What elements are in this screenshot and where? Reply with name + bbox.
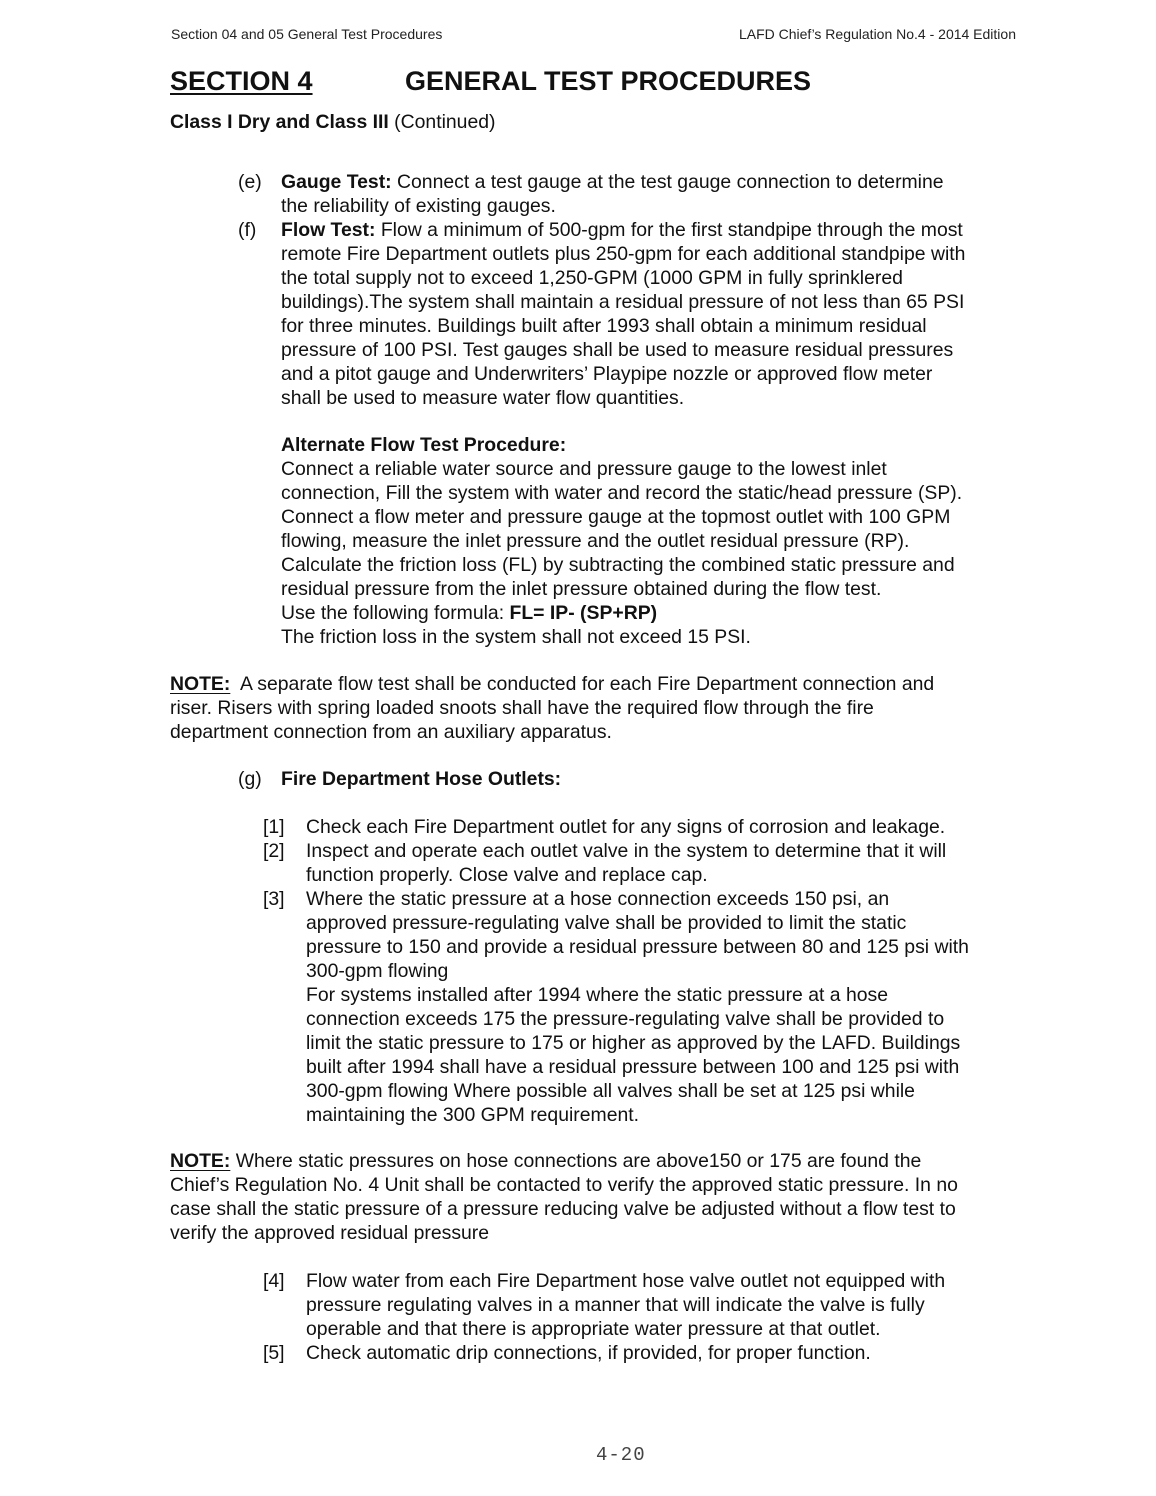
- text-line: [306, 1007, 944, 1031]
- list-marker: [2]: [263, 840, 285, 862]
- text-segment: Flow a minimum of 500-gpm for the first standpipe through the most: [375, 219, 963, 241]
- bold-text: Class I Dry and Class III: [170, 111, 389, 133]
- bold-text: Fire Department Hose Outlets:: [281, 768, 562, 790]
- text-segment: For systems installed after 1994 where the static pressure at a hose: [306, 984, 889, 1006]
- text-line: [306, 1269, 945, 1293]
- section-number: SECTION 4: [170, 66, 313, 96]
- text-line: [281, 529, 909, 553]
- page-number: 4-20: [596, 1444, 646, 1466]
- text-segment: residual pressure from the inlet pressure obtained during the flow test.: [281, 578, 882, 600]
- text-segment: verify the approved residual pressure: [170, 1222, 490, 1244]
- bold-text: Gauge Test:: [281, 171, 392, 193]
- text-segment: Connect a reliable water source and pressure gauge to the lowest inlet: [281, 458, 887, 480]
- text-line: [281, 457, 887, 481]
- text-segment: limit the static pressure to 175 or higher as approved by the LAFD. Buildings: [306, 1032, 961, 1054]
- text-segment: buildings).The system shall maintain a residual pressure of not less than 65 PSI: [281, 291, 965, 313]
- list-marker: [3]: [263, 888, 285, 910]
- text-segment: Check automatic drip connections, if provided, for proper function.: [306, 1342, 871, 1364]
- text-line: [281, 433, 566, 457]
- text-line: [281, 362, 932, 386]
- text-line: [281, 625, 751, 649]
- text-segment: 300-gpm flowing Where possible all valves shall be set at 125 psi while: [306, 1080, 915, 1102]
- list-marker: (e): [238, 171, 262, 193]
- text-line: [281, 601, 657, 625]
- text-segment: flowing, measure the inlet pressure and the outlet residual pressure (RP).: [281, 530, 910, 552]
- running-header-left: Section 04 and 05 General Test Procedures: [171, 26, 443, 42]
- text-line: [306, 839, 946, 863]
- text-segment: the total supply not to exceed 1,250-GPM (1000 GPM in fully sprinklered: [281, 267, 903, 289]
- text-segment: Calculate the friction loss (FL) by subtracting the combined static pressure and: [281, 554, 955, 576]
- list-marker: [1]: [263, 816, 285, 838]
- text-segment: built after 1994 shall have a residual pressure between 100 and 125 psi with: [306, 1056, 960, 1078]
- text-segment: and a pitot gauge and Underwriters’ Playpipe nozzle or approved flow meter: [281, 363, 933, 385]
- text-line: [281, 314, 927, 338]
- text-line: [306, 983, 888, 1007]
- running-header-right: LAFD Chief’s Regulation No.4 - 2014 Edition: [738, 26, 1016, 42]
- text-line: [306, 1055, 959, 1079]
- text-line: [170, 672, 934, 696]
- text-line: [281, 505, 950, 529]
- list-marker: [4]: [263, 1270, 285, 1292]
- text-segment: for three minutes. Buildings built after 1993 shall obtain a minimum residual: [281, 315, 927, 337]
- text-segment: connection exceeds 175 the pressure-regulating valve shall be provided to: [306, 1008, 945, 1030]
- text-line: [281, 338, 953, 362]
- text-segment: pressure regulating valves in a manner that will indicate the valve is fully: [306, 1294, 925, 1316]
- text-line: [306, 1079, 915, 1103]
- text-line: [306, 935, 969, 959]
- text-line: [281, 481, 962, 505]
- text-segment: Flow water from each Fire Department hose valve outlet not equipped with: [306, 1270, 946, 1292]
- text-line: [170, 720, 612, 744]
- text-line: [170, 1221, 489, 1245]
- text-segment: department connection from an auxiliary apparatus.: [170, 721, 612, 743]
- subsection-heading: [170, 110, 496, 134]
- text-segment: (Continued): [388, 111, 496, 133]
- text-line: [306, 1031, 960, 1055]
- bold-text: Alternate Flow Test Procedure:: [281, 434, 567, 456]
- text-segment: Inspect and operate each outlet valve in the system to determine that it will: [306, 840, 947, 862]
- text-segment: remote Fire Department outlets plus 250-gpm for each additional standpipe with: [281, 243, 966, 265]
- text-segment: maintaining the 300 GPM requirement.: [306, 1104, 640, 1126]
- text-line: [306, 1317, 881, 1341]
- text-line: [281, 266, 903, 290]
- text-segment: Connect a test gauge at the test gauge connection to determine: [391, 171, 944, 193]
- text-segment: connection, Fill the system with water and record the static/head pressure (SP).: [281, 482, 963, 504]
- text-segment: pressure of 100 PSI. Test gauges shall be used to measure residual pressures: [281, 339, 954, 361]
- bold-text: FL= IP- (SP+RP): [509, 602, 658, 624]
- text-line: [170, 1173, 958, 1197]
- text-segment: the reliability of existing gauges.: [281, 195, 556, 217]
- text-line: [170, 1149, 921, 1173]
- text-segment: Where the static pressure at a hose connection exceeds 150 psi, an: [306, 888, 890, 910]
- text-segment: A separate flow test shall be conducted for each Fire Department connection and: [230, 673, 935, 695]
- text-line: [281, 386, 684, 410]
- list-marker: [5]: [263, 1342, 285, 1364]
- text-segment: Check each Fire Department outlet for any signs of corrosion and leakage.: [306, 816, 946, 838]
- text-line: [306, 815, 945, 839]
- text-line: [306, 1341, 871, 1365]
- text-line: [306, 887, 889, 911]
- text-line: [306, 1103, 639, 1127]
- text-line: [170, 1197, 956, 1221]
- text-line: [170, 696, 874, 720]
- text-segment: Where static pressures on hose connections are above150 or 175 are found the: [230, 1150, 922, 1172]
- list-marker: (f): [238, 219, 257, 241]
- bold-text: Flow Test:: [281, 219, 376, 241]
- text-segment: function properly. Close valve and replace cap.: [306, 864, 708, 886]
- text-line: [306, 1293, 925, 1317]
- text-line: [306, 863, 708, 887]
- text-segment: case shall the static pressure of a pressure reducing valve be adjusted without a flow test to: [170, 1198, 956, 1220]
- text-line: [281, 767, 561, 791]
- text-line: [281, 290, 964, 314]
- text-segment: Connect a flow meter and pressure gauge at the topmost outlet with 100 GPM: [281, 506, 951, 528]
- bold-text: NOTE:: [170, 673, 231, 695]
- text-segment: 300-gpm flowing: [306, 960, 449, 982]
- list-marker: (g): [238, 768, 262, 790]
- text-segment: Chief’s Regulation No. 4 Unit shall be contacted to verify the approved static pressure. In no: [170, 1174, 958, 1196]
- text-line: [281, 218, 963, 242]
- text-segment: riser. Risers with spring loaded snoots shall have the required flow through the fire: [170, 697, 874, 719]
- text-segment: shall be used to measure water flow quantities.: [281, 387, 685, 409]
- text-line: [281, 194, 556, 218]
- text-segment: approved pressure-regulating valve shall be provided to limit the static: [306, 912, 907, 934]
- text-line: [306, 959, 448, 983]
- text-segment: Use the following formula:: [281, 602, 510, 624]
- text-segment: pressure to 150 and provide a residual pressure between 80 and 125 psi with: [306, 936, 969, 958]
- bold-text: NOTE:: [170, 1150, 231, 1172]
- section-title: GENERAL TEST PROCEDURES: [405, 66, 812, 96]
- text-line: [281, 577, 881, 601]
- text-line: [281, 170, 944, 194]
- text-segment: operable and that there is appropriate water pressure at that outlet.: [306, 1318, 881, 1340]
- text-line: [281, 242, 965, 266]
- text-line: [281, 553, 955, 577]
- text-line: [306, 911, 906, 935]
- text-segment: The friction loss in the system shall not exceed 15 PSI.: [281, 626, 751, 648]
